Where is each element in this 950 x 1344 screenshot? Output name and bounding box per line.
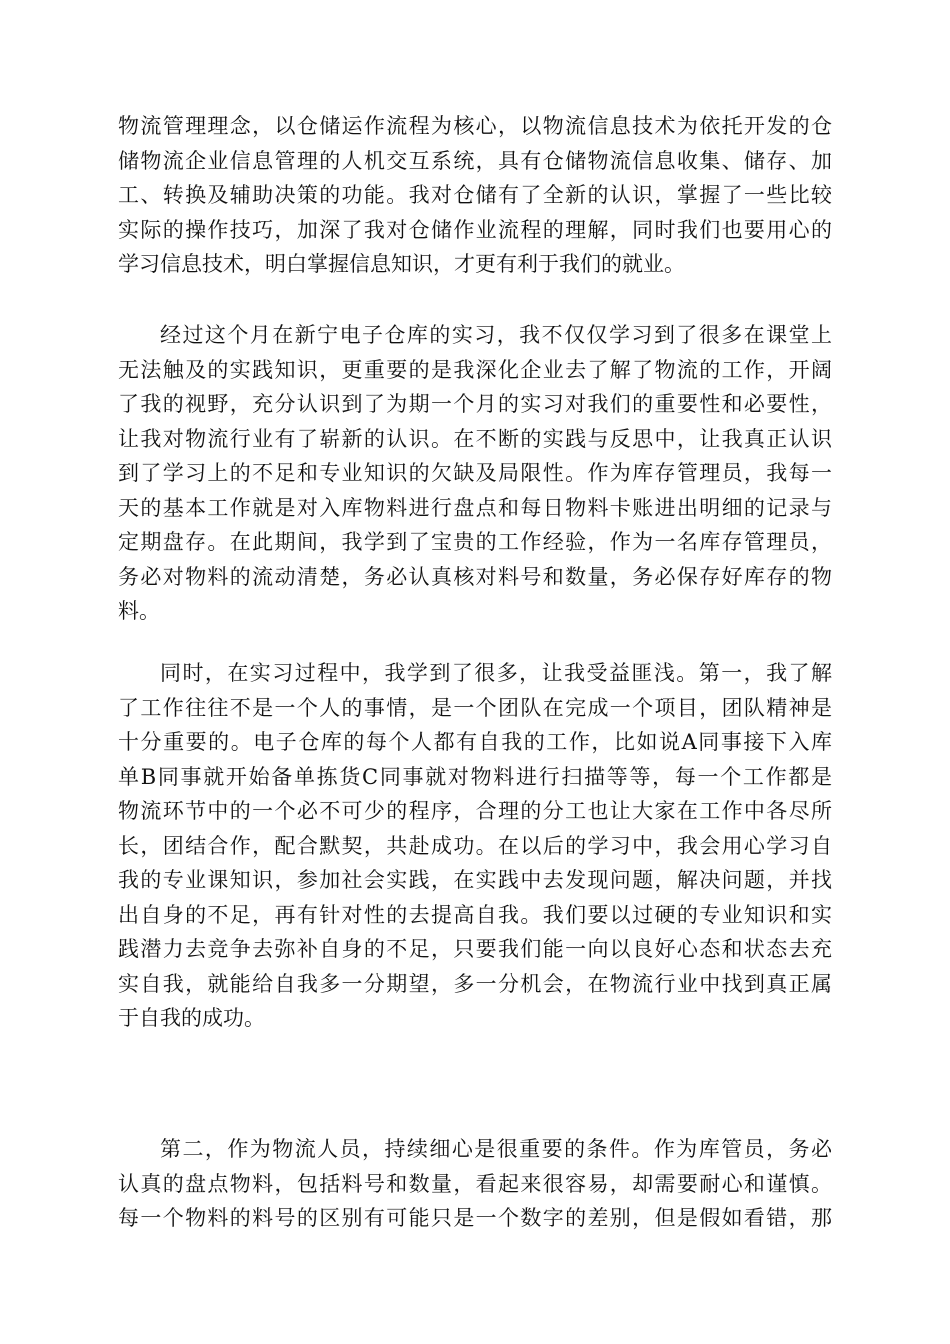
paragraph-line: 无法触及的实践知识，更重要的是我深化企业去了解了物流的工作，开阔 (118, 357, 832, 382)
paragraph-line: 物流管理理念，以仓储运作流程为核心，以物流信息技术为依托开发的仓 (118, 114, 832, 138)
paragraph-line: 第二，作为物流人员，持续细心是很重要的条件。作为库管员，务必 (160, 1137, 832, 1161)
paragraph-line: 十分重要的。电子仓库的每个人都有自我的工作，比如说A同事接下入库 (118, 730, 832, 754)
paragraph-line: 实自我，就能给自我多一分期望，多一分机会，在物流行业中找到真正属 (118, 971, 832, 996)
paragraph-line: 我的专业课知识，参加社会实践，在实践中去发现问题，解决问题，并找 (118, 868, 832, 892)
paragraph-line: 务必对物料的流动清楚，务必认真核对料号和数量，务必保存好库存的物 (118, 564, 832, 589)
paragraph-line: 料。 (118, 599, 160, 623)
paragraph-line: 践潜力去竞争去弥补自身的不足，只要我们能一向以良好心态和状态去充 (118, 937, 832, 961)
paragraph-line: 单B同事就开始备单拣货C同事就对物料进行扫描等等，每一个工作都是 (118, 764, 832, 789)
paragraph-line: 物流环节中的一个必不可少的程序，合理的分工也让大家在工作中各尽所 (118, 799, 832, 823)
paragraph-line: 学习信息技术，明白掌握信息知识，才更有利于我们的就业。 (118, 252, 685, 276)
paragraph-line: 到了学习上的不足和专业知识的欠缺及局限性。作为库存管理员，我每一 (118, 461, 832, 485)
paragraph-2 (118, 318, 832, 629)
paragraph-line: 定期盘存。在此期间，我学到了宝贵的工作经验，作为一名库存管理员， (118, 530, 832, 554)
paragraph-line: 同时，在实习过程中，我学到了很多，让我受益匪浅。第一，我了解 (160, 661, 832, 685)
paragraph-line: 出自身的不足，再有针对性的去提高自我。我们要以过硬的专业知识和实 (118, 902, 832, 927)
paragraph-line: 了我的视野，充分认识到了为期一个月的实习对我们的重要性和必要性， (118, 392, 832, 416)
paragraph-line: 长，团结合作，配合默契，共赴成功。在以后的学习中，我会用心学习自 (118, 833, 832, 858)
paragraph-line: 让我对物流行业有了崭新的认识。在不断的实践与反思中，让我真正认识 (118, 426, 832, 451)
paragraph-line: 认真的盘点物料，包括料号和数量，看起来很容易，却需要耐心和谨慎。 (118, 1171, 832, 1196)
paragraph-line: 工、转换及辅助决策的功能。我对仓储有了全新的认识，掌握了一些比较 (118, 183, 832, 207)
paragraph-1 (118, 109, 832, 282)
paragraph-4 (118, 1132, 832, 1236)
paragraph-line: 于自我的成功。 (118, 1006, 265, 1030)
paragraph-line: 储物流企业信息管理的人机交互系统，具有仓储物流信息收集、储存、加 (118, 148, 832, 173)
paragraph-line: 实际的操作技巧，加深了我对仓储作业流程的理解，同时我们也要用心的 (118, 217, 832, 242)
paragraph-3 (118, 656, 832, 1036)
paragraph-line: 每一个物料的料号的区别有可能只是一个数字的差别，但是假如看错，那 (118, 1206, 832, 1230)
paragraph-line: 了工作往往不是一个人的事情，是一个团队在完成一个项目，团队精神是 (118, 695, 832, 720)
paragraph-line: 经过这个月在新宁电子仓库的实习，我不仅仅学习到了很多在课堂上 (160, 323, 832, 347)
paragraph-line: 天的基本工作就是对入库物料进行盘点和每日物料卡账进出明细的记录与 (118, 495, 832, 520)
